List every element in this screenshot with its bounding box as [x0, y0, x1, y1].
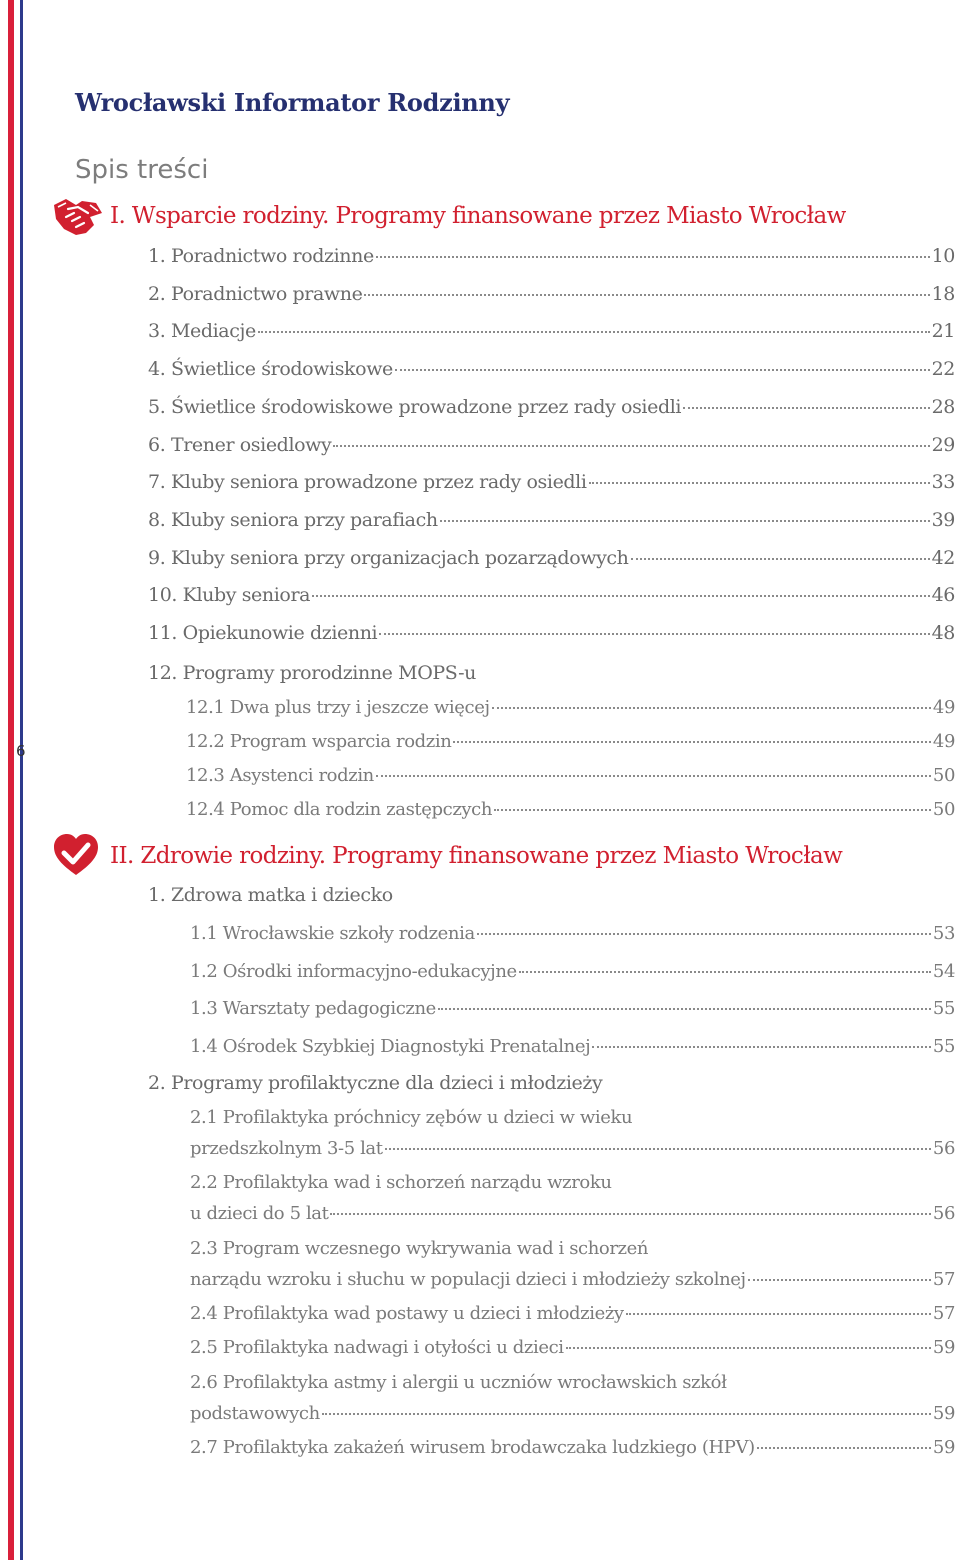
toc-entry-page: 54 — [932, 960, 955, 982]
toc-entry-label: 2.4 Profilaktyka wad postawy u dzieci i młodzieży — [190, 1302, 624, 1324]
toc-entry[interactable] — [148, 245, 955, 267]
toc-entry-page: 53 — [932, 923, 955, 944]
toc-entry[interactable] — [190, 1203, 955, 1224]
toc-entry-page: 21 — [931, 320, 955, 343]
toc-entry-label-line1: 2.2 Profilaktyka wad i schorzeń narządu wzroku — [190, 1172, 612, 1194]
toc-entry-page: 49 — [932, 697, 955, 718]
toc-entry-label: 1.1 Wrocławskie szkoły rodzenia — [190, 923, 475, 944]
dot-leader — [395, 369, 930, 371]
toc-entry[interactable] — [190, 1303, 955, 1324]
toc-entry-label: 5. Świetlice środowiskowe prowadzone przez rady osiedli — [148, 395, 682, 418]
dot-leader — [566, 1347, 931, 1349]
toc-entry[interactable] — [190, 1403, 955, 1424]
dot-leader — [333, 445, 929, 447]
toc-entry-page: 33 — [931, 471, 955, 494]
toc-entry[interactable] — [148, 320, 955, 342]
toc-entry[interactable] — [190, 1437, 955, 1458]
dot-leader — [438, 1008, 931, 1010]
dot-leader — [258, 331, 930, 333]
toc-entry-label: narządu wzroku i słuchu w populacji dzieci i młodzieży szkolnej — [190, 1268, 746, 1290]
dot-leader — [683, 407, 930, 409]
toc-entry[interactable] — [190, 1269, 955, 1290]
section-2-title: II. Zdrowie rodziny. Programy finansowane przez Miasto Wrocław — [110, 843, 843, 869]
toc-entry-label: 2. Poradnictwo prawne — [148, 282, 363, 305]
toc-entry-page: 50 — [932, 799, 955, 820]
toc-entry-label: 1.4 Ośrodek Szybkiej Diagnostyki Prenatalnej — [190, 1035, 591, 1057]
toc-entry-page: 56 — [932, 1138, 955, 1159]
toc-entry[interactable] — [148, 396, 955, 418]
dot-leader — [592, 1046, 931, 1048]
document-title: Wrocławski Informator Rodzinny — [75, 88, 510, 117]
dot-leader — [748, 1279, 931, 1281]
dot-leader — [440, 520, 930, 522]
dot-leader — [631, 558, 930, 560]
toc-entry-page: 29 — [931, 433, 955, 456]
toc-entry[interactable] — [148, 358, 955, 380]
left-red-stripe — [8, 0, 14, 1560]
toc-entry-page: 49 — [932, 731, 955, 752]
toc-entry-label: 12.2 Program wsparcia rodzin — [186, 731, 452, 752]
toc-entry-page: 48 — [931, 622, 955, 644]
toc-entry-label-line1: 2.3 Program wczesnego wykrywania wad i schorzeń — [190, 1237, 649, 1259]
toc-entry-page: 10 — [931, 245, 955, 267]
toc-entry-label: 9. Kluby seniora przy organizacjach pozarządowych — [148, 546, 629, 569]
toc-entry-label: 2.7 Profilaktyka zakażeń wirusem brodawczaka ludzkiego (HPV) — [190, 1436, 755, 1458]
toc-entry-label-line1: 2.1 Profilaktyka próchnicy zębów u dzieci w wieku — [190, 1107, 633, 1128]
toc-entry-label: 11. Opiekunowie dzienni — [148, 622, 378, 644]
toc-entry[interactable] — [190, 998, 955, 1019]
toc-entry-page: 59 — [932, 1337, 955, 1359]
dot-leader — [385, 1148, 931, 1150]
toc-entry[interactable] — [148, 547, 955, 569]
toc-entry-label: u dzieci do 5 lat — [190, 1203, 329, 1225]
toc-entry[interactable] — [190, 1138, 955, 1159]
dot-leader — [364, 294, 929, 296]
toc-entry[interactable] — [148, 283, 955, 305]
toc-entry[interactable] — [186, 799, 955, 820]
toc-entry-label: 3. Mediacje — [148, 320, 256, 343]
dot-leader — [494, 809, 931, 811]
toc-entry[interactable] — [190, 1036, 955, 1057]
dot-leader — [453, 741, 930, 743]
dot-leader — [589, 482, 930, 484]
toc-entry-label: przedszkolnym 3-5 lat — [190, 1138, 383, 1159]
toc-heading: Spis treści — [75, 155, 209, 185]
toc-entry[interactable] — [190, 923, 955, 944]
left-blue-stripe — [20, 0, 23, 1560]
dot-leader — [330, 1213, 930, 1215]
toc-entry[interactable] — [186, 697, 955, 718]
toc-entry-label: 10. Kluby seniora — [148, 584, 311, 607]
toc-entry-page: 42 — [931, 546, 955, 569]
dot-leader — [376, 775, 931, 777]
heart-check-icon — [52, 833, 100, 877]
toc-entry-page: 22 — [931, 358, 955, 381]
toc-entry-label: 7. Kluby seniora prowadzone przez rady osiedli — [148, 471, 587, 494]
dot-leader — [757, 1447, 931, 1449]
toc-entry[interactable] — [148, 622, 955, 644]
dot-leader — [477, 933, 931, 935]
dot-leader — [376, 256, 930, 258]
toc-entry-page: 59 — [932, 1402, 955, 1424]
toc-entry-page: 55 — [932, 998, 955, 1019]
toc-entry-label-line1: 2.6 Profilaktyka astmy i alergii u uczniów wrocławskich szkół — [190, 1371, 727, 1393]
toc-group-2-label: 2. Programy profilaktyczne dla dzieci i młodzieży — [148, 1072, 603, 1094]
toc-entry-page: 57 — [932, 1302, 955, 1324]
toc-entry-page: 55 — [932, 1035, 955, 1057]
toc-entry-label: 1.3 Warsztaty pedagogiczne — [190, 998, 436, 1019]
toc-group-12-label: 12. Programy prorodzinne MOPS-u — [148, 662, 476, 684]
dot-leader — [626, 1313, 931, 1315]
toc-entry-label: 8. Kluby seniora przy parafiach — [148, 508, 438, 531]
toc-entry[interactable] — [148, 509, 955, 531]
handshake-icon — [50, 195, 104, 239]
section-1-title: I. Wsparcie rodziny. Programy finansowane przez Miasto Wrocław — [110, 203, 846, 229]
toc-entry[interactable] — [148, 434, 955, 456]
toc-entry-label: 1. Poradnictwo rodzinne — [148, 245, 374, 267]
toc-entry[interactable] — [186, 731, 955, 752]
dot-leader — [322, 1413, 931, 1415]
toc-entry-page: 46 — [931, 584, 955, 607]
toc-entry[interactable] — [148, 471, 955, 493]
toc-entry[interactable] — [186, 765, 955, 786]
toc-entry-label: 12.3 Asystenci rodzin — [186, 765, 374, 786]
toc-entry-page: 18 — [931, 282, 955, 305]
toc-entry[interactable] — [190, 961, 955, 982]
toc-entry-page: 56 — [932, 1203, 955, 1225]
toc-entry-label: 6. Trener osiedlowy — [148, 433, 332, 456]
toc-entry-page: 57 — [932, 1268, 955, 1290]
toc-entry-label: 1.2 Ośrodki informacyjno-edukacyjne — [190, 960, 517, 982]
toc-entry-label: 4. Świetlice środowiskowe — [148, 358, 393, 381]
dot-leader — [312, 595, 930, 597]
toc-entry[interactable] — [148, 584, 955, 606]
page-number: 6 — [16, 742, 26, 760]
dot-leader — [379, 633, 929, 635]
toc-entry[interactable] — [190, 1337, 955, 1358]
toc-entry-label: 12.1 Dwa plus trzy i jeszcze więcej — [186, 697, 490, 718]
toc-entry-label: podstawowych — [190, 1402, 320, 1424]
toc-entry-label: 2.5 Profilaktyka nadwagi i otyłości u dzieci — [190, 1337, 564, 1359]
dot-leader — [492, 707, 931, 709]
toc-entry-page: 50 — [932, 765, 955, 786]
dot-leader — [519, 971, 931, 973]
toc-entry-page: 39 — [931, 508, 955, 531]
toc-entry-page: 28 — [931, 395, 955, 418]
toc-entry-label: 12.4 Pomoc dla rodzin zastępczych — [186, 799, 493, 820]
toc-entry-page: 59 — [932, 1436, 955, 1458]
toc-group-1-label: 1. Zdrowa matka i dziecko — [148, 884, 393, 906]
